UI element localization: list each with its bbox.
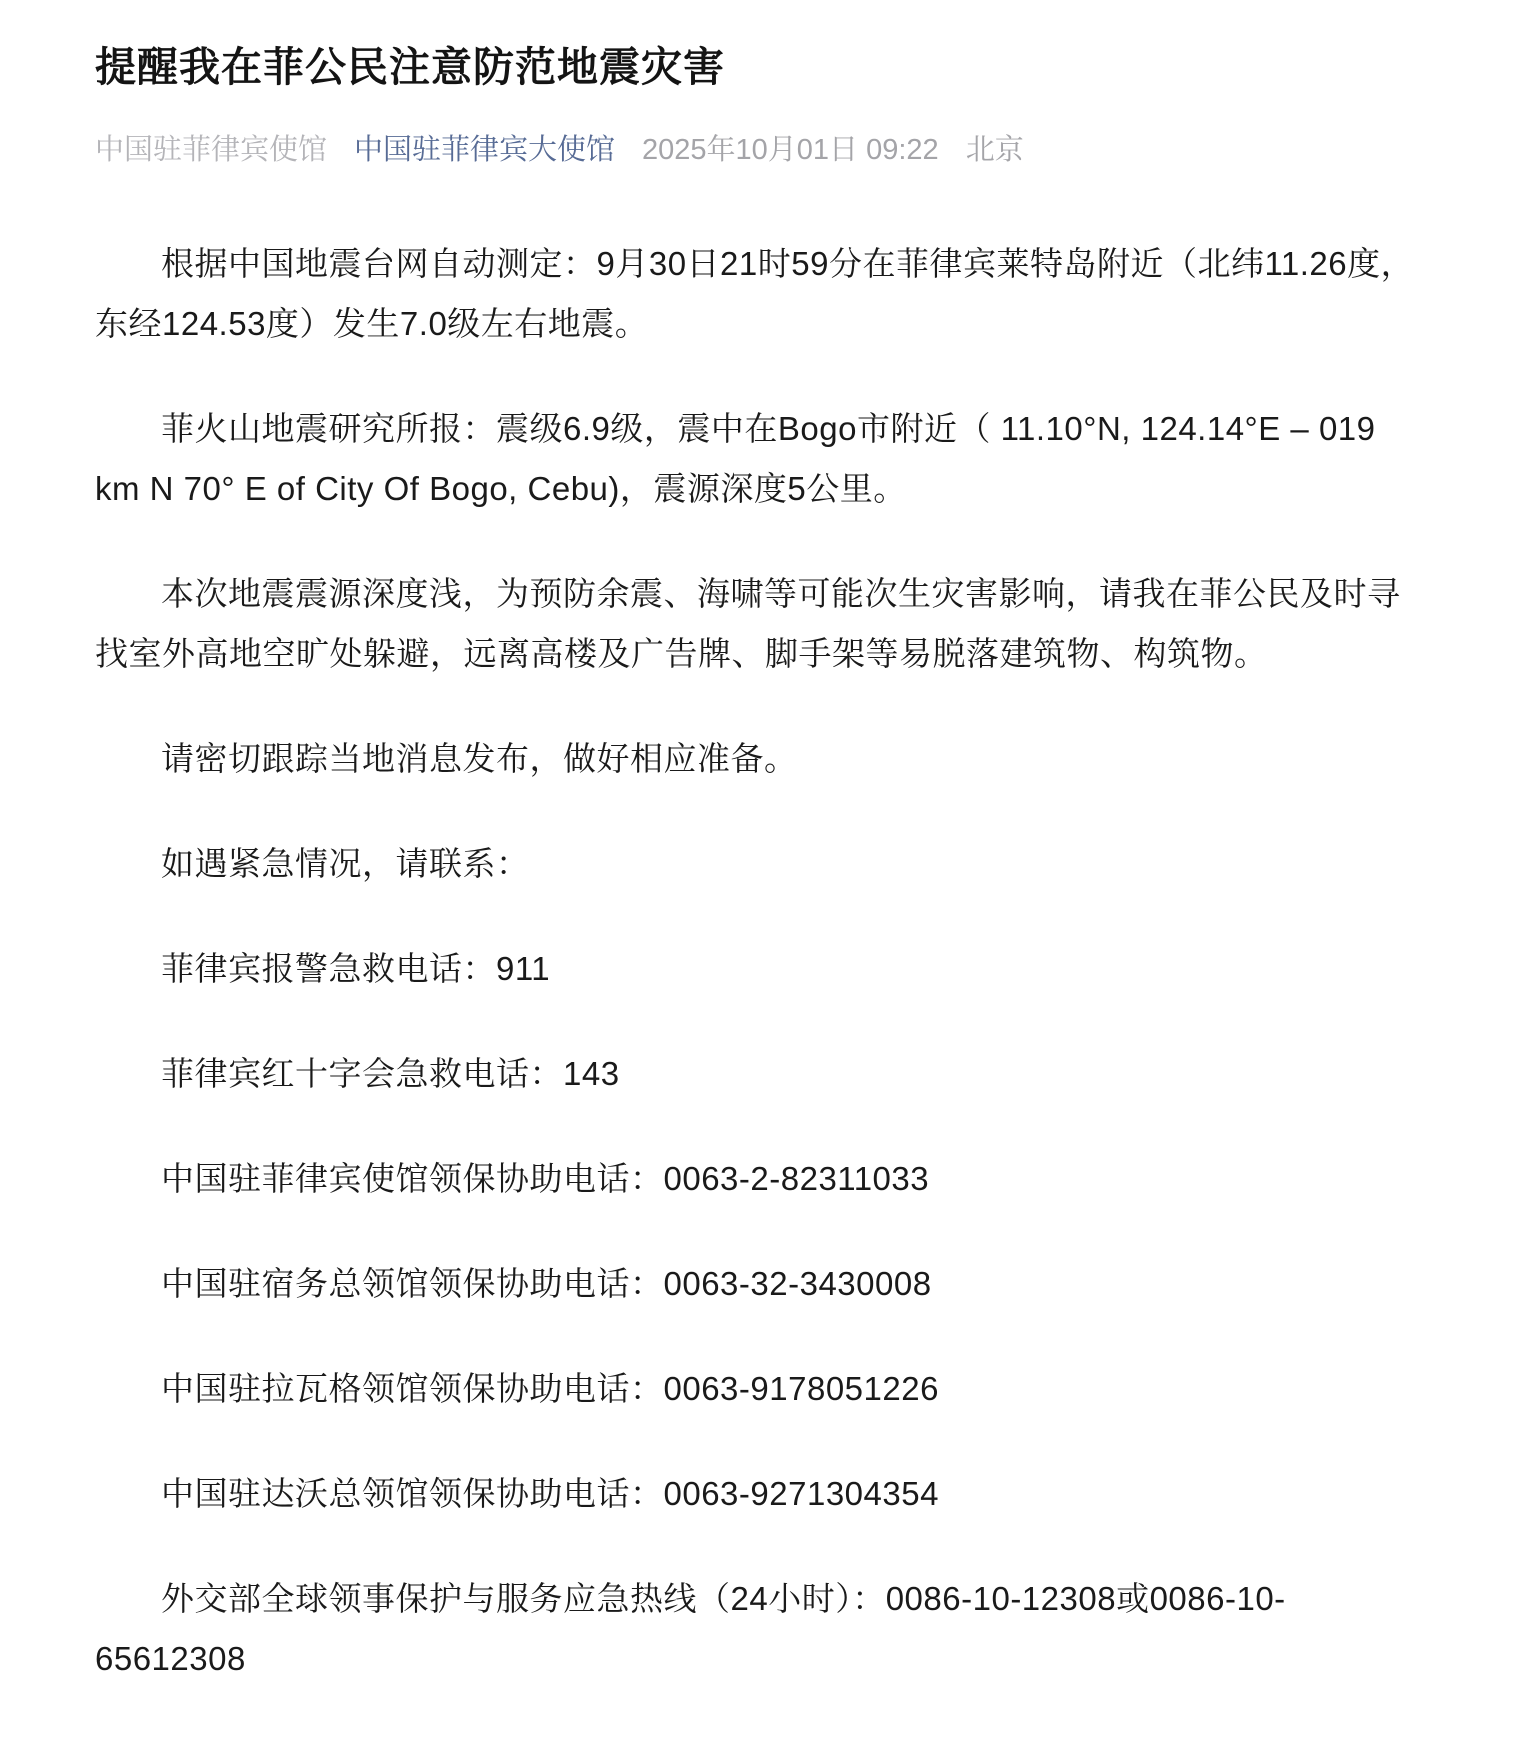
paragraph-phone-consulate-cebu: 中国驻宿务总领馆领保协助电话：0063-32-3430008 xyxy=(161,1265,932,1303)
byline-location: 北京 xyxy=(965,134,1024,167)
paragraph-seismic-report-ph: 菲火山地震研究所报：震级6.9级，震中在Bogo市附近（ 11.10°N, 124.14°E – 019 km N 70° E of City Of Bogo, Cebu)，震源深度5公里。 xyxy=(95,410,1376,508)
byline-author: 中国驻菲律宾使馆 xyxy=(95,134,328,167)
paragraph-phone-consulate-davao: 中国驻达沃总领馆领保协助电话：0063-9271304354 xyxy=(161,1475,939,1513)
paragraph-phone-embassy-manila: 中国驻菲律宾使馆领保协助电话：0063-2-82311033 xyxy=(161,1160,930,1198)
byline xyxy=(95,133,1429,168)
paragraph-phone-police: 菲律宾报警急救电话：911 xyxy=(161,950,551,988)
paragraph-emergency-contact-intro: 如遇紧急情况，请联系： xyxy=(161,845,530,883)
article-body xyxy=(95,234,1429,1689)
paragraph-phone-consulate-laoag: 中国驻拉瓦格领馆领保协助电话：0063-9178051226 xyxy=(161,1370,939,1408)
paragraph-follow-updates: 请密切跟踪当地消息发布，做好相应准备。 xyxy=(161,740,798,778)
paragraph-seismic-report-cn: 根据中国地震台网自动测定：9月30日21时59分在菲律宾莱特岛附近（北纬11.26度，东经124.53度）发生7.0级左右地震。 xyxy=(95,245,1415,343)
paragraph-safety-advice: 本次地震震源深度浅，为预防余震、海啸等可能次生灾害影响，请我在菲公民及时寻找室外高地空旷处躲避，远离高楼及广告牌、脚手架等易脱落建筑物、构筑物。 xyxy=(95,575,1401,673)
article-title: 提醒我在菲公民注意防范地震灾害 xyxy=(95,44,725,90)
paragraph-phone-mfa-hotline: 外交部全球领事保护与服务应急热线（24小时）：0086-10-12308或0086-10-65612308 xyxy=(95,1580,1286,1678)
paragraph-phone-redcross: 菲律宾红十字会急救电话：143 xyxy=(161,1055,620,1093)
byline-datetime: 2025年10月01日 09:22 xyxy=(642,134,939,167)
byline-account-link[interactable]: 中国驻菲律宾大使馆 xyxy=(354,134,616,167)
